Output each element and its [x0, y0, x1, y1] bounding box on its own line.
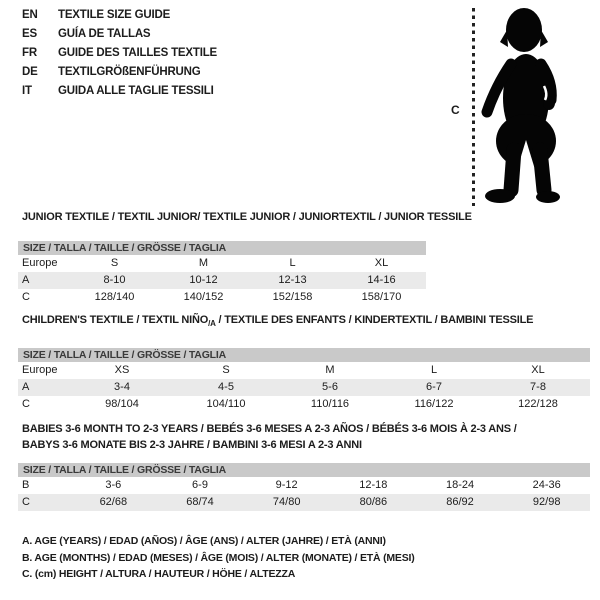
guide-title: GUIDE DES TAILLES TEXTILE — [58, 47, 217, 59]
size-cell: XL — [531, 364, 545, 376]
size-cell: 3-6 — [105, 479, 122, 491]
size-cell: XL — [374, 257, 389, 269]
language-row — [22, 44, 217, 63]
guide-title: TEXTILE SIZE GUIDE — [58, 9, 171, 21]
row-label: A — [22, 274, 30, 286]
babies-size-table — [18, 463, 590, 511]
children-title-text: CHILDREN'S TEXTILE / TEXTIL NIÑO — [22, 314, 209, 326]
size-cell: 6-7 — [426, 381, 442, 393]
babies-section-title — [22, 421, 517, 453]
size-cell: 68/74 — [186, 496, 214, 508]
junior-section-title: JUNIOR TEXTILE / TEXTIL JUNIOR/ TEXTILE JUNIOR / JUNIORTEXTIL / JUNIOR TESSILE — [22, 211, 472, 223]
language-row — [22, 25, 217, 44]
children-section-title — [22, 314, 533, 328]
size-cell: L — [289, 257, 296, 269]
children-title-text: / TEXTILE DES ENFANTS / KINDERTEXTIL / BAMBINI TESSILE — [215, 314, 534, 326]
table-row — [18, 379, 590, 396]
guide-title: GUIDA ALLE TAGLIE TESSILI — [58, 85, 214, 97]
language-row — [22, 6, 217, 25]
toddler-silhouette — [478, 0, 598, 208]
language-code: IT — [22, 85, 32, 97]
size-cell: S — [110, 257, 119, 269]
legend-footnotes — [22, 533, 415, 583]
size-cell: M — [198, 257, 209, 269]
size-header-bar: SIZE / TALLA / TAILLE / GRÖSSE / TAGLIA — [18, 241, 426, 255]
size-header-bar: SIZE / TALLA / TAILLE / GRÖSSE / TAGLIA — [18, 463, 590, 477]
guide-title: TEXTILGRÖßENFÜHRUNG — [58, 66, 201, 78]
children-size-table — [18, 348, 590, 413]
language-row — [22, 82, 217, 101]
footnote-c: C. (cm) HEIGHT / ALTURA / HAUTEUR / HÖHE / ALTEZZA — [22, 568, 296, 580]
size-cell: 3-4 — [114, 381, 130, 393]
row-label: C — [22, 291, 30, 303]
table-row — [18, 362, 590, 379]
babies-title-line1: BABIES 3-6 MONTH TO 2-3 YEARS / BEBÉS 3-6 MESES A 2-3 AÑOS / BÉBÉS 3-6 MOIS À 2-3 ANS / — [22, 423, 517, 435]
table-row — [18, 272, 426, 289]
language-code: ES — [22, 28, 37, 40]
row-label: Europe — [22, 257, 58, 269]
table-row — [18, 396, 590, 413]
size-cell: 9-12 — [275, 479, 298, 491]
size-cell: 74/80 — [272, 496, 301, 508]
size-cell: 18-24 — [445, 479, 475, 491]
table-row — [18, 289, 426, 306]
size-header-bar: SIZE / TALLA / TAILLE / GRÖSSE / TAGLIA — [18, 348, 590, 362]
size-cell: 80/86 — [359, 496, 388, 508]
size-cell: 62/68 — [99, 496, 128, 508]
size-cell: 128/140 — [94, 291, 135, 303]
size-cell: 152/158 — [272, 291, 313, 303]
height-measure-dotted-line — [472, 8, 475, 206]
language-title-block — [22, 6, 217, 101]
size-cell: 6-9 — [192, 479, 208, 491]
row-label: Europe — [22, 364, 58, 376]
size-cell: 8-10 — [103, 274, 126, 286]
row-label: C — [22, 398, 30, 410]
language-code: FR — [22, 47, 37, 59]
footnote-a: A. AGE (YEARS) / EDAD (AÑOS) / ÂGE (ANS) / ALTER (JAHRE) / ETÀ (ANNI) — [22, 535, 386, 547]
children-title-subscript: /A — [208, 319, 216, 329]
row-label: C — [22, 496, 30, 508]
size-cell: 4-5 — [218, 381, 234, 393]
size-cell: 24-36 — [532, 479, 561, 491]
size-cell: 140/152 — [183, 291, 224, 303]
size-cell: 158/170 — [361, 291, 402, 303]
size-cell: 110/116 — [310, 398, 350, 410]
size-cell: S — [222, 364, 230, 376]
size-cell: 14-16 — [367, 274, 396, 286]
size-cell: XS — [114, 364, 130, 376]
table-row — [18, 494, 590, 511]
size-cell: 5-6 — [322, 381, 338, 393]
size-cell: 7-8 — [530, 381, 546, 393]
size-cell: 12-18 — [359, 479, 388, 491]
language-code: EN — [22, 9, 38, 21]
footnote-b: B. AGE (MONTHS) / EDAD (MESES) / ÂGE (MOIS) / ALTER (MONATE) / ETÀ (MESI) — [22, 551, 415, 564]
language-code: DE — [22, 66, 38, 78]
size-cell: 98/104 — [105, 398, 139, 410]
size-cell: 92/98 — [532, 496, 561, 508]
size-cell: 122/128 — [518, 398, 558, 410]
size-cell: M — [325, 364, 335, 376]
language-row — [22, 63, 217, 82]
junior-size-table — [18, 241, 426, 306]
row-label: B — [22, 479, 30, 491]
row-label: A — [22, 381, 30, 393]
table-row — [18, 255, 426, 272]
height-measure-label: C — [451, 103, 460, 117]
size-cell: L — [430, 364, 438, 376]
size-cell: 12-13 — [278, 274, 307, 286]
babies-title-line2: BABYS 3-6 MONATE BIS 2-3 JAHRE / BAMBINI 3-6 MESI A 2-3 ANNI — [22, 439, 362, 451]
size-cell: 104/110 — [206, 398, 246, 410]
size-cell: 10-12 — [189, 274, 218, 286]
size-cell: 86/92 — [446, 496, 474, 508]
table-row — [18, 477, 590, 494]
guide-title: GUÍA DE TALLAS — [58, 28, 151, 40]
size-cell: 116/122 — [414, 398, 454, 410]
